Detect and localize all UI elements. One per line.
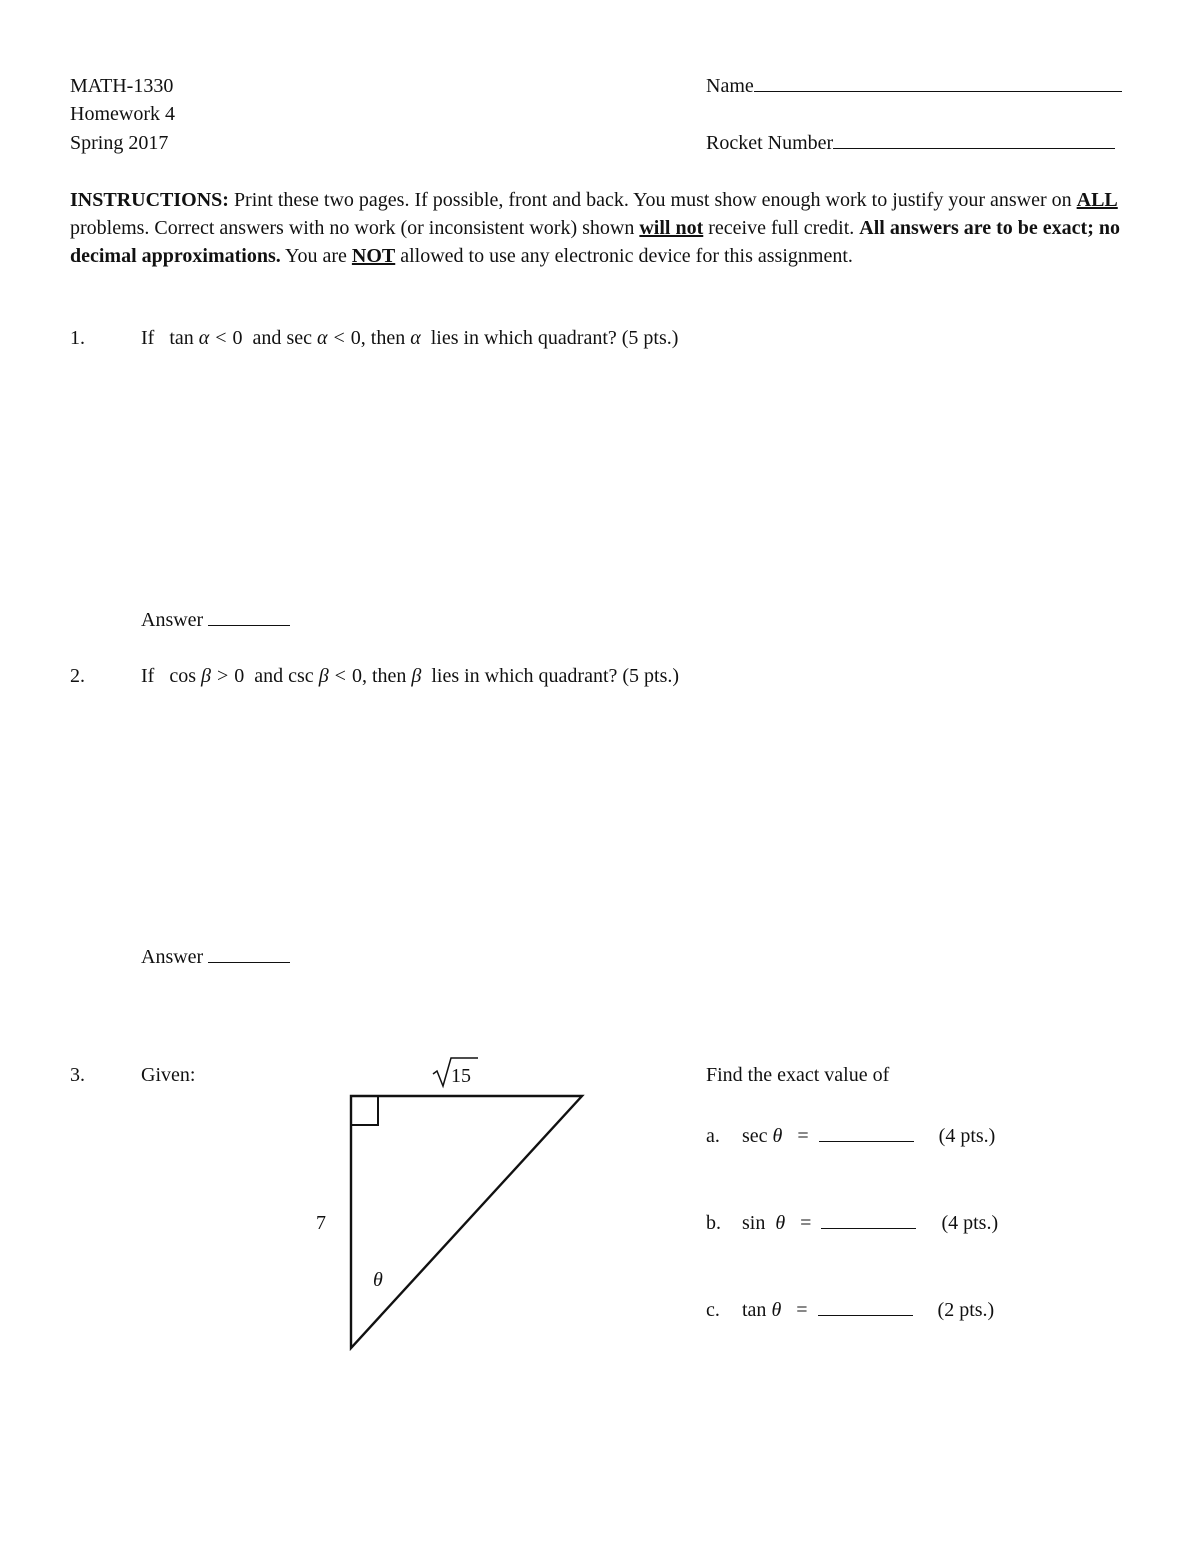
instructions-text: allowed to use any electronic device for this assignment. (395, 245, 853, 267)
name-label: Name (706, 75, 754, 97)
word-and: and (252, 327, 282, 349)
part-c-row[interactable] (706, 1300, 994, 1320)
rocket-number-blank[interactable] (833, 148, 1115, 149)
problem-2-number: 2. (70, 665, 85, 687)
name-field[interactable] (706, 76, 1122, 96)
var-beta: β (201, 665, 211, 687)
theta: θ (772, 1125, 783, 1147)
equals: = (800, 1212, 812, 1234)
theta: θ (771, 1299, 782, 1321)
answer-blank[interactable] (819, 1141, 914, 1142)
word-then: , then (361, 665, 407, 687)
rocket-number-label: Rocket Number (706, 132, 834, 154)
points: (4 pts.) (941, 1212, 999, 1234)
find-exact-value-label: Find the exact value of (706, 1064, 890, 1086)
instructions-paragraph (70, 186, 1130, 270)
problem-2-answer[interactable] (141, 947, 290, 967)
emphasis-all: ALL (1076, 189, 1118, 211)
answer-blank[interactable] (821, 1228, 916, 1229)
var-alpha: α (410, 327, 421, 349)
left-side-label: 7 (316, 1212, 326, 1234)
func-label: tan (742, 1299, 767, 1321)
assignment-title: Homework 4 (70, 103, 175, 125)
func-cos: cos (169, 665, 196, 687)
relation: < (334, 665, 346, 687)
instructions-text: problems. Correct answers with no work (or inconsistent work) shown (70, 217, 640, 239)
part-b-row[interactable] (706, 1213, 998, 1233)
emphasis-exact-answers: All answers are to be exact; no decimal approximations. (70, 217, 1120, 267)
triangle (351, 1096, 582, 1348)
part-letter: c. (706, 1299, 720, 1321)
zero: 0 (351, 665, 362, 687)
points: (2 pts.) (937, 1299, 995, 1321)
right-triangle-figure (300, 1050, 600, 1360)
name-blank[interactable] (754, 91, 1122, 92)
equals: = (796, 1299, 808, 1321)
part-letter: b. (706, 1212, 721, 1234)
func-label: sec (742, 1125, 768, 1147)
problem-2-statement (141, 666, 679, 686)
zero: 0 (234, 665, 245, 687)
emphasis-not: NOT (351, 245, 396, 267)
answer-blank[interactable] (208, 962, 290, 963)
word-and: and (254, 665, 284, 687)
top-side-label (433, 1058, 478, 1087)
var-beta: β (318, 665, 329, 687)
zero: 0 (232, 327, 243, 349)
var-alpha: α (198, 327, 210, 349)
relation: < (333, 327, 345, 349)
instructions-text: You are (280, 245, 352, 267)
question-tail: lies in which quadrant? (5 pts.) (430, 327, 679, 349)
points: (4 pts.) (938, 1125, 996, 1147)
rocket-number-field[interactable] (706, 133, 1115, 153)
theta: θ (775, 1212, 786, 1234)
answer-blank[interactable] (818, 1315, 913, 1316)
answer-label: Answer (141, 609, 204, 631)
problem-1-number: 1. (70, 327, 85, 349)
right-angle-marker (351, 1096, 378, 1125)
problem-1-answer[interactable] (141, 610, 290, 630)
problem-3-given: Given: (141, 1064, 196, 1086)
relation: > (216, 665, 229, 687)
func-tan: tan (169, 327, 194, 349)
part-letter: a. (706, 1125, 720, 1147)
relation: < (215, 327, 227, 349)
zero: 0 (350, 327, 361, 349)
equals: = (797, 1125, 809, 1147)
word-if: If (141, 665, 155, 687)
instructions-label: INSTRUCTIONS: (70, 189, 229, 211)
answer-blank[interactable] (208, 625, 290, 626)
emphasis-will-not: will not (639, 217, 704, 239)
func-sec: sec (286, 327, 312, 349)
func-csc: csc (288, 665, 314, 687)
instructions-text: Print these two pages. If possible, front and back. You must show enough work to justify your answer on (228, 189, 1077, 211)
term: Spring 2017 (70, 132, 169, 154)
problem-3-number: 3. (70, 1064, 85, 1086)
var-beta: β (411, 665, 422, 687)
question-tail: lies in which quadrant? (5 pts.) (431, 665, 680, 687)
var-alpha: α (316, 327, 328, 349)
top-side-value: 15 (451, 1065, 471, 1087)
answer-label: Answer (141, 946, 204, 968)
angle-theta-label: θ (373, 1269, 383, 1291)
word-then: , then (360, 327, 406, 349)
course-code: MATH-1330 (70, 75, 174, 97)
word-if: If (141, 327, 155, 349)
problem-1-statement (141, 328, 678, 348)
func-label: sin (742, 1212, 766, 1234)
part-a-row[interactable] (706, 1126, 995, 1146)
instructions-text: receive full credit. (703, 217, 860, 239)
